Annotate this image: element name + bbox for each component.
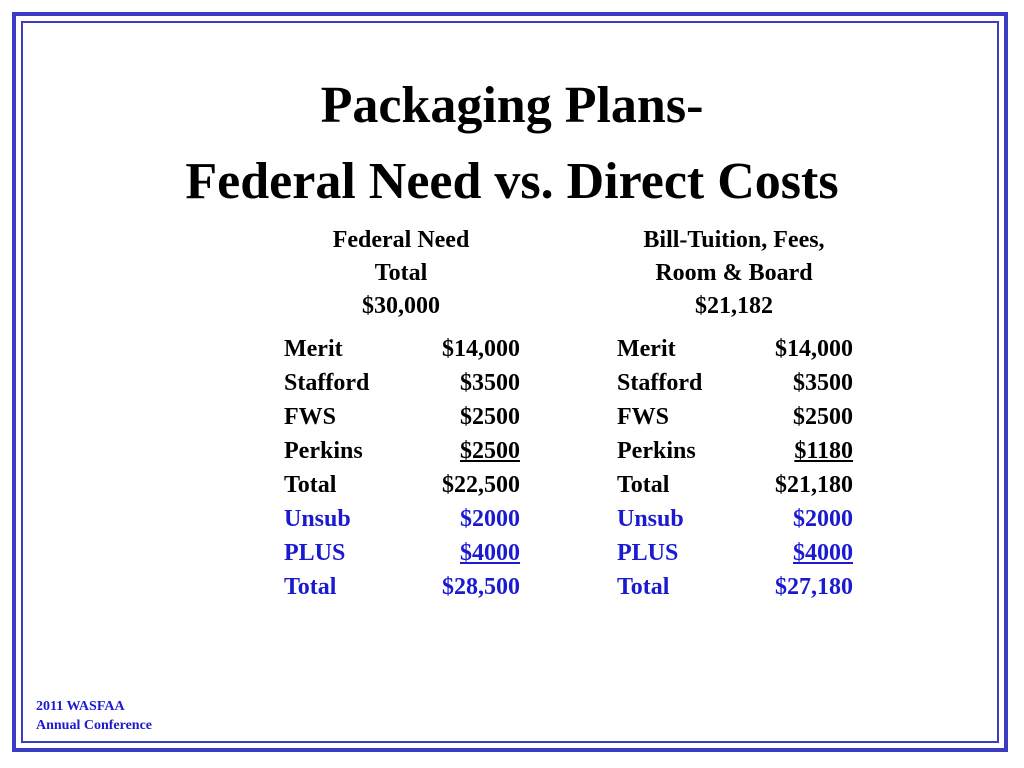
list-item-total xyxy=(617,570,853,604)
item-amount: $3500 xyxy=(793,370,853,396)
list-item xyxy=(617,366,853,400)
item-amount: $4000 xyxy=(460,540,520,566)
item-label: Merit xyxy=(617,336,676,362)
item-label: Merit xyxy=(284,336,343,362)
item-amount: $28,500 xyxy=(442,574,520,600)
item-amount: $1180 xyxy=(794,438,853,464)
item-label: FWS xyxy=(617,404,670,430)
header-line: $30,000 xyxy=(362,293,440,319)
header-line: Room & Board xyxy=(655,260,813,286)
item-label: Total xyxy=(617,472,670,498)
list-item xyxy=(617,332,853,366)
federal-need-list xyxy=(284,332,520,604)
item-label: PLUS xyxy=(617,540,679,566)
federal-need-header xyxy=(251,224,551,323)
item-label: Perkins xyxy=(617,438,696,464)
item-label: Perkins xyxy=(284,438,363,464)
header-line: Federal Need xyxy=(332,227,470,253)
item-label: Total xyxy=(284,574,337,600)
direct-costs-list xyxy=(617,332,853,604)
item-amount: $27,180 xyxy=(775,574,853,600)
list-item xyxy=(284,536,520,570)
item-label: Unsub xyxy=(284,506,351,532)
item-amount: $14,000 xyxy=(775,336,853,362)
list-item xyxy=(284,502,520,536)
list-item xyxy=(284,366,520,400)
item-amount: $2000 xyxy=(793,506,853,532)
list-item xyxy=(284,400,520,434)
title-line-2: Federal Need vs. Direct Costs xyxy=(185,153,839,210)
item-amount: $14,000 xyxy=(442,336,520,362)
item-label: FWS xyxy=(284,404,337,430)
list-item xyxy=(284,332,520,366)
list-item-total xyxy=(284,468,520,502)
item-label: Stafford xyxy=(284,370,370,396)
header-line: Bill-Tuition, Fees, xyxy=(643,227,825,253)
conference-footer xyxy=(36,697,152,735)
item-amount: $2500 xyxy=(460,438,520,464)
item-amount: $22,500 xyxy=(442,472,520,498)
item-label: PLUS xyxy=(284,540,346,566)
item-amount: $21,180 xyxy=(775,472,853,498)
item-label: Stafford xyxy=(617,370,703,396)
header-line: $21,182 xyxy=(695,293,773,319)
item-amount: $3500 xyxy=(460,370,520,396)
list-item-total xyxy=(617,468,853,502)
item-label: Total xyxy=(617,574,670,600)
item-amount: $2500 xyxy=(793,404,853,430)
slide-title xyxy=(0,68,1024,220)
title-line-1: Packaging Plans- xyxy=(320,77,704,134)
list-item xyxy=(617,502,853,536)
list-item xyxy=(617,536,853,570)
footer-line-2: Annual Conference xyxy=(36,718,153,733)
list-item xyxy=(284,434,520,468)
header-line: Total xyxy=(374,260,428,286)
list-item-total xyxy=(284,570,520,604)
item-amount: $2000 xyxy=(460,506,520,532)
direct-costs-header xyxy=(584,224,884,323)
item-label: Total xyxy=(284,472,337,498)
item-label: Unsub xyxy=(617,506,684,532)
item-amount: $2500 xyxy=(460,404,520,430)
list-item xyxy=(617,434,853,468)
footer-line-1: 2011 WASFAA xyxy=(36,699,125,714)
list-item xyxy=(617,400,853,434)
item-amount: $4000 xyxy=(793,540,853,566)
